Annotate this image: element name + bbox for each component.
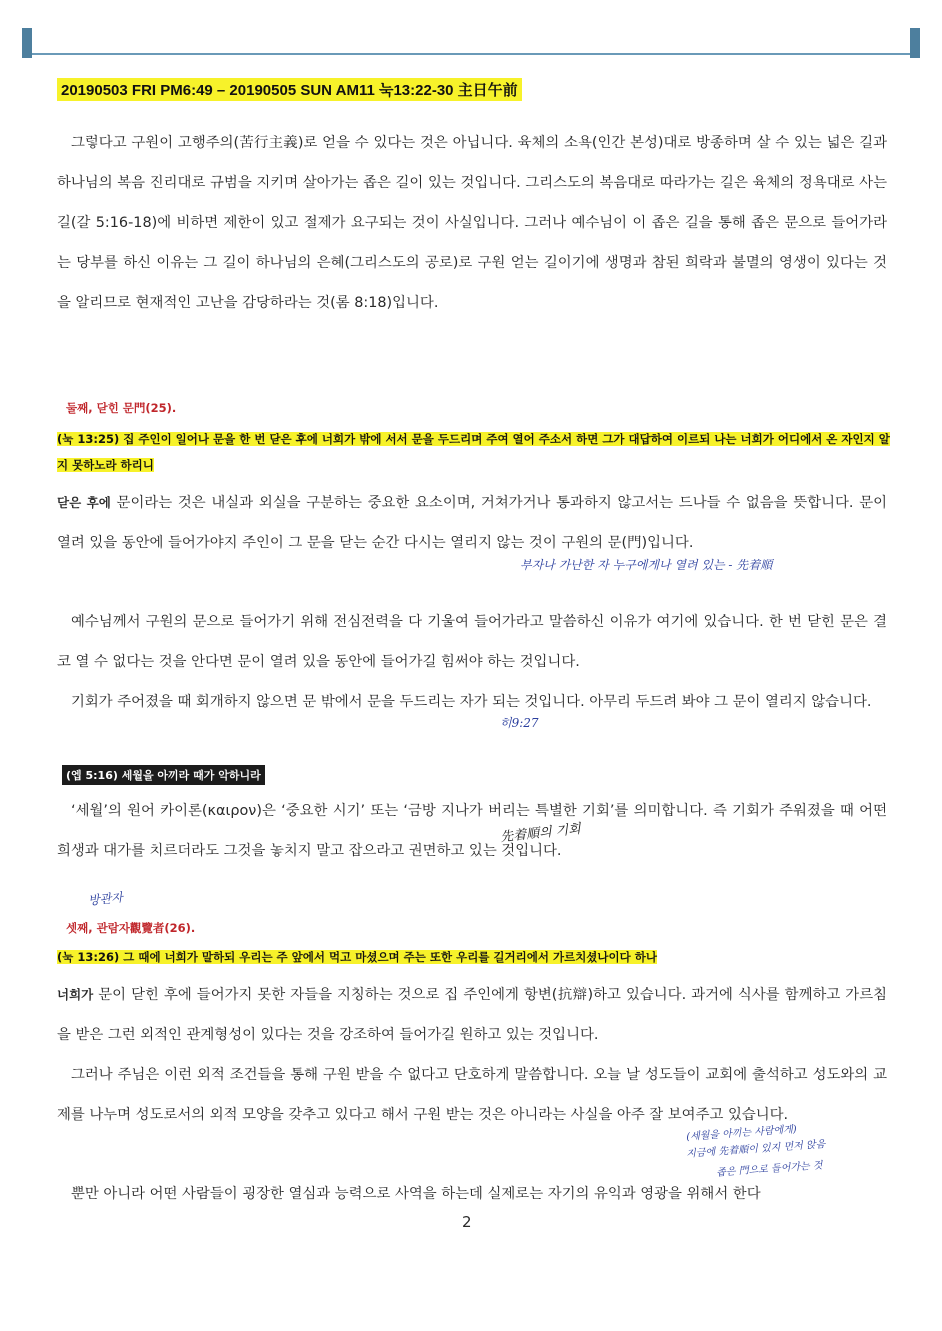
section-three-verse — [57, 944, 892, 970]
section-two-paragraph-3: 기회가 주어졌을 때 회개하지 않으면 문 밖에서 문을 두드리는 자가 되는 것입니다. 아무리 두드려 봐야 그 문이 열리지 않습니다. — [71, 694, 872, 710]
top-border — [22, 28, 920, 58]
section-three-paragraph-3: 뿐만 아니라 어떤 사람들이 굉장한 열심과 능력으로 사역을 하는데 실제로는 자기의 유익과 영광을 위해서 한다 — [71, 1186, 761, 1202]
section-two-lead: 닫은 후에 — [57, 495, 111, 510]
section-three-title: 셋째, 관람자觀覽者(26). — [66, 921, 196, 935]
section-three-lead: 너희가 — [57, 987, 94, 1002]
top-border-right-cap — [910, 28, 920, 58]
handwritten-note-opportunity: 先着順의 기회 — [499, 821, 582, 846]
section-two-verse-text: (눅 13:25) 집 주인이 일어나 문을 한 번 닫은 후에 너희가 밖에 서서 문을 두드리며 주여 열어 주소서 하면 그가 대답하여 이르되 나는 너희가 어디에서 온 자인지 알지 못하노라 하리니 — [57, 432, 890, 472]
section-three-paragraph-1 — [57, 975, 887, 1055]
top-border-left-cap — [22, 28, 32, 58]
handwritten-note-open-to-all: 부자나 가난한 자 누구에게나 열려 있는 - 先着順 — [520, 558, 773, 572]
handwritten-note-heb-ref: 히9:27 — [500, 716, 539, 730]
section-two-title: 둘째, 닫힌 문門(25). — [66, 401, 177, 415]
top-border-line — [32, 53, 910, 55]
page-number: 2 — [462, 1213, 472, 1231]
handwritten-note-margin-2: 지금에 先着順이 있지 먼저 앉음 — [685, 1139, 826, 1160]
section-two-paragraph-1 — [57, 483, 887, 563]
handwritten-note-margin-3: 좁은 門으로 들어가는 것 — [715, 1160, 823, 1179]
section-two-verse — [57, 426, 892, 478]
section-two-p1-text: 문이라는 것은 내실과 외실을 구분하는 중요한 요소이며, 거쳐가거나 통과하지 않고서는 드나들 수 없음을 뜻합니다. 문이 열려 있을 동안에 들어가야지 주인이 그 문을 닫는 순간 다시는 열리지 않는 것이 구원의 문(門)입니다. — [57, 495, 887, 551]
intro-paragraph: 그렇다고 구원이 고행주의(苦行主義)로 얻을 수 있다는 것은 아닙니다. 육체의 소욕(인간 본성)대로 방종하며 살 수 있는 넓은 길과 하나님의 복음 진리대로 규범을 지키며 살아가는 좁은 길이 있는 것입니다. 그리스도의 복음대로 따라가는 길은 육체의 정욕대로 사는 길(갈 5:16-18)에 비하면 제한이 있고 절제가 요구되는 것이 사실입니다. 그러나 예수님이 이 좁은 길을 통해 좁은 문으로 들어가라는 당부를 하신 이유는 그 길이 하나님의 은혜(그리스도의 공로)로 구원 얻는 길이기에 생명과 참된 희락과 불멸의 영생이 있다는 것을 알리므로 현재적인 고난을 감당하라는 것(롬 8:18)입니다. — [57, 135, 887, 311]
section-three-verse-text: (눅 13:26) 그 때에 너희가 말하되 우리는 주 앞에서 먹고 마셨으며 주는 또한 우리를 길거리에서 가르치셨나이다 하나 — [57, 950, 657, 964]
handwritten-note-margin-1: (세월을 아끼는 사람에게) — [685, 1124, 798, 1143]
section-two-paragraph-4: ‘세월’의 원어 카이론(καιρον)은 ‘중요한 시기’ 또는 ‘금방 지나가 버리는 특별한 기회’를 의미합니다. 즉 기회가 주워졌을 때 어떤 희생과 대가를 치르더라도 그것을 놓치지 말고 잡으라고 권면하고 있는 것입니다. — [57, 803, 887, 859]
section-three-p1-text: 문이 닫힌 후에 들어가지 못한 자들을 지칭하는 것으로 집 주인에게 항변(抗辯)하고 있습니다. 과거에 식사를 함께하고 가르침을 받은 그런 외적인 관계형성이 있다는 것을 강조하여 들어가길 원하고 있는 것입니다. — [57, 987, 888, 1043]
handwritten-note-bystander: 방관자 — [87, 890, 124, 908]
section-three-paragraph-2: 그러나 주님은 이런 외적 조건들을 통해 구원 받을 수 없다고 단호하게 말씀합니다. 오늘 날 성도들이 교회에 출석하고 성도와의 교제를 나누며 성도로서의 외적 모양을 갖추고 있다고 해서 구원 받는 것은 아니라는 사실을 아주 잘 보여주고 있습니다. — [57, 1067, 887, 1123]
sermon-date-header: 20190503 FRI PM6:49 – 20190505 SUN AM11 눅13:22-30 主日午前 — [57, 78, 522, 101]
ephesians-reference: (엡 5:16) 세월을 아끼라 때가 악하니라 — [62, 765, 265, 785]
section-two-paragraph-2: 예수님께서 구원의 문으로 들어가기 위해 전심전력을 다 기울여 들어가라고 말씀하신 이유가 여기에 있습니다. 한 번 닫힌 문은 결코 열 수 없다는 것을 안다면 문이 열려 있을 동안에 들어가길 힘써야 하는 것입니다. — [57, 614, 887, 670]
